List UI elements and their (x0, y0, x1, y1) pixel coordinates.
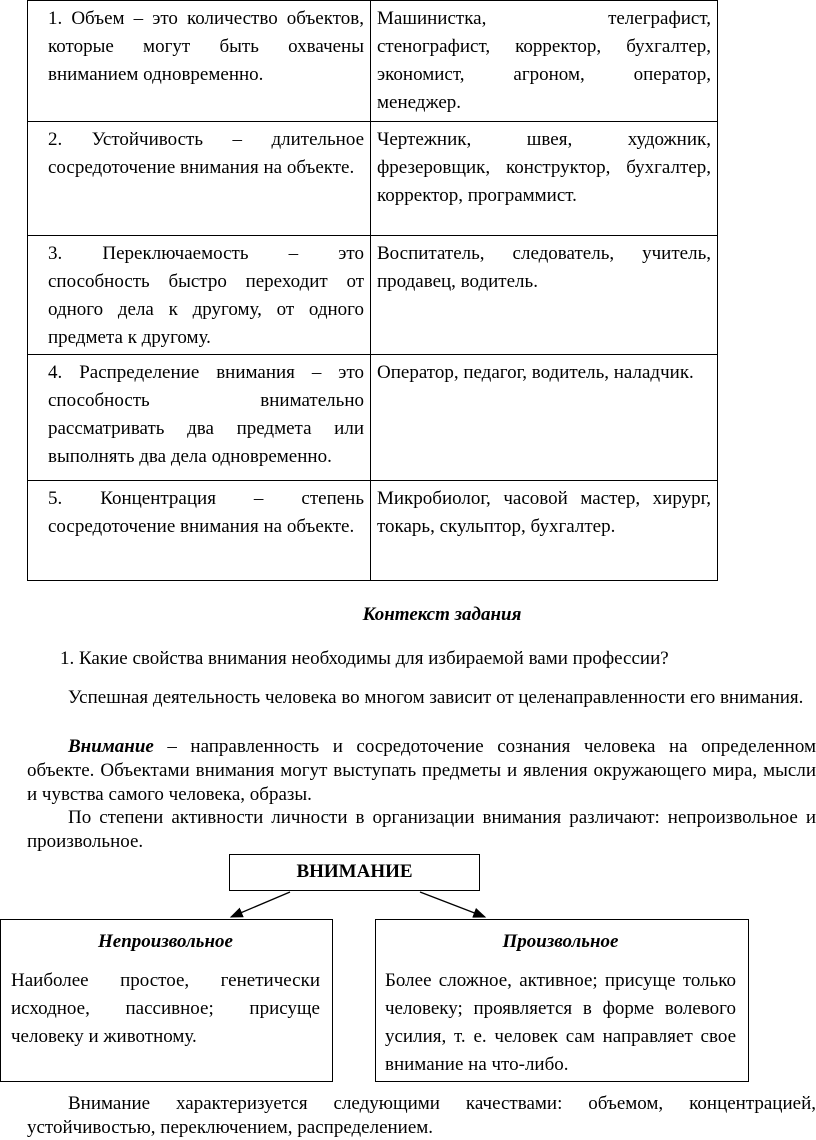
context-heading: Контекст задания (362, 604, 522, 625)
arrow-right (420, 892, 485, 917)
paragraph-intro: Успешная деятельность человека во многом зависит от целенаправленности его внимания. (68, 687, 804, 708)
diagram-involuntary-box (0, 919, 333, 1082)
task-question: 1. Какие свойства внимания необходимы для избираемой вами профессии? (60, 648, 669, 669)
involuntary-title: Непроизвольное (98, 931, 233, 952)
definition-text: – направленность и сосредоточение сознания человека на определенном объекте. Объектами внимания могут выступать предметы и явления окружающего мира, мысли и чувства самого человека, образы. (27, 736, 816, 805)
arrow-left (231, 892, 290, 917)
property-cell: 2. Устойчивость – длительное сосредоточение внимания на объекте. (28, 122, 371, 236)
professions-cell: Чертежник, швея, художник, фрезеровщик, конструктор, бухгалтер, корректор, программист. (371, 122, 718, 236)
professions-cell: Оператор, педагог, водитель, наладчик. (371, 355, 718, 481)
paragraph-classification: По степени активности личности в организации внимания различают: непроизвольное и произвольное. (27, 807, 816, 852)
property-cell: 3. Переключаемость – это способность быстро переходит от одного дела к другому, от одного предмета к другому. (28, 236, 371, 355)
paragraph-definition (27, 735, 816, 807)
table-row (28, 355, 718, 481)
diagram-root-box: ВНИМАНИЕ (229, 854, 480, 891)
term-attention: Внимание (68, 736, 154, 757)
table-row (28, 236, 718, 355)
table-row (28, 122, 718, 236)
paragraph-qualities: Внимание характеризуется следующими качествами: объемом, концентрацией, устойчивостью, переключением, распределением. (27, 1093, 816, 1138)
diagram-voluntary-box (375, 919, 749, 1082)
professions-cell: Микробиолог, часовой мастер, хирург, токарь, скульптор, бухгалтер. (371, 481, 718, 581)
voluntary-description: Более сложное, активное; присуще только человеку; проявляется в форме волевого усилия, т. е. человек сам направляет свое внимание на что-либо. (385, 970, 736, 1075)
property-cell: 1. Объем – это количество объектов, которые могут быть охвачены вниманием одновременно. (28, 1, 371, 122)
voluntary-title: Произвольное (502, 931, 619, 952)
property-cell: 5. Концентрация – степень сосредоточение внимания на объекте. (28, 481, 371, 581)
table-row (28, 481, 718, 581)
professions-cell: Машинистка, телеграфист, стенографист, корректор, бухгалтер, экономист, агроном, оператор, менеджер. (371, 1, 718, 122)
involuntary-description: Наиболее простое, генетически исходное, пассивное; присуще человеку и животному. (11, 970, 320, 1047)
table-row (28, 1, 718, 122)
properties-table (27, 0, 718, 581)
professions-cell: Воспитатель, следователь, учитель, продавец, водитель. (371, 236, 718, 355)
property-cell: 4. Распределение внимания – это способность внимательно рассматривать два предмета или выполнять два дела одновременно. (28, 355, 371, 481)
